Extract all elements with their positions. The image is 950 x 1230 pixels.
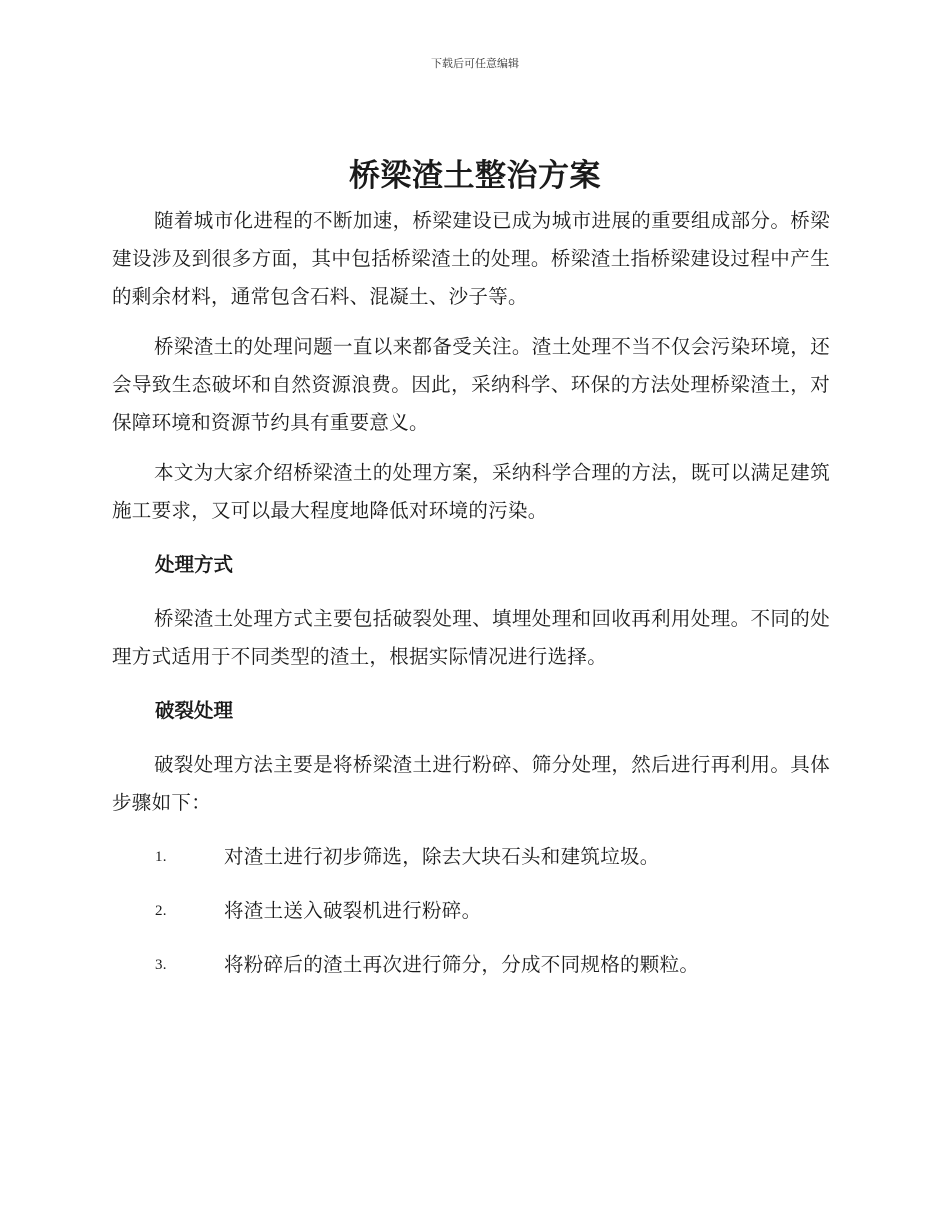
header-note: 下载后可任意编辑 <box>431 57 519 70</box>
intro-paragraph-2: 桥梁渣土的处理问题一直以来都备受关注。渣土处理不当不仅会污染环境，还会导致生态破坏和自然资源浪费。因此，采纳科学、环保的方法处理桥梁渣土，对保障环境和资源节约具有重要意义。 <box>112 335 830 434</box>
section-heading-crushing: 破裂处理 <box>155 699 234 722</box>
section-heading-processing-methods: 处理方式 <box>155 553 234 576</box>
list-item <box>112 946 830 984</box>
list-text: 对渣土进行初步筛选，除去大块石头和建筑垃圾。 <box>224 845 660 868</box>
document-body <box>112 202 830 984</box>
intro-paragraph-3: 本文为大家介绍桥梁渣土的处理方案，采纳科学合理的方法，既可以满足建筑施工要求，又可以最大程度地降低对环境的污染。 <box>112 461 830 522</box>
section-paragraph-processing-methods: 桥梁渣土处理方式主要包括破裂处理、填埋处理和回收再利用处理。不同的处理方式适用于不同类型的渣土，根据实际情况进行选择。 <box>112 607 830 668</box>
document-title: 桥梁渣土整治方案 <box>349 158 601 194</box>
list-number: 2. <box>155 903 167 919</box>
list-text: 将渣土送入破裂机进行粉碎。 <box>224 899 482 922</box>
section-paragraph-crushing: 破裂处理方法主要是将桥梁渣土进行粉碎、筛分处理，然后进行再利用。具体步骤如下： <box>112 753 830 814</box>
list-number: 1. <box>155 849 167 865</box>
intro-paragraph-1: 随着城市化进程的不断加速，桥梁建设已成为城市进展的重要组成部分。桥梁建设涉及到很多方面，其中包括桥梁渣土的处理。桥梁渣土指桥梁建设过程中产生的剩余材料，通常包含石料、混凝土、沙子等。 <box>112 209 830 308</box>
list-number: 3. <box>155 957 167 973</box>
list-item <box>112 892 830 930</box>
list-text: 将粉碎后的渣土再次进行筛分，分成不同规格的颗粒。 <box>224 953 700 976</box>
list-item <box>112 838 830 876</box>
